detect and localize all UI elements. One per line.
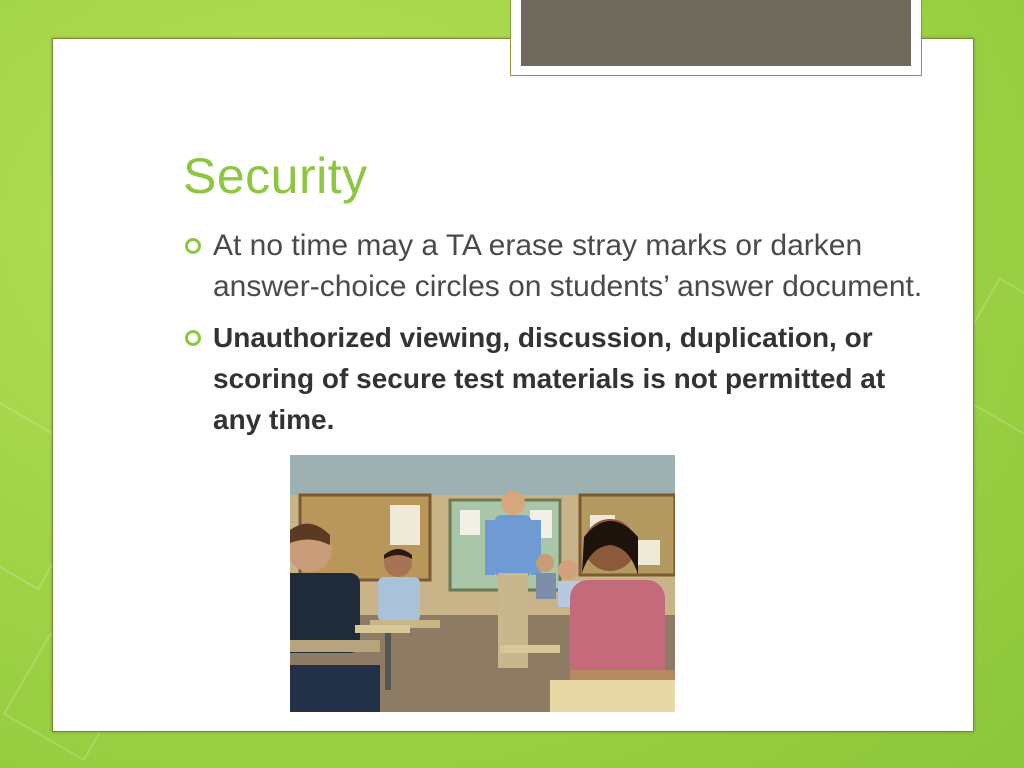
header-tab-fill [521, 0, 911, 66]
bullet-item [183, 225, 923, 307]
bullet-text: At no time may a TA erase stray marks or darken answer-choice circles on students’ answer document. [213, 229, 923, 303]
ring-bullet-icon [185, 330, 201, 346]
slide-title: Security [183, 148, 368, 204]
bullet-item [183, 317, 923, 440]
header-tab [510, 0, 922, 76]
classroom-photo [290, 455, 675, 712]
ring-bullet-icon [185, 238, 201, 254]
bullet-list [183, 225, 923, 450]
bullet-text: Unauthorized viewing, discussion, duplication, or scoring of secure test materials is not permitted at any time. [213, 322, 886, 435]
classroom-illustration [290, 455, 675, 712]
